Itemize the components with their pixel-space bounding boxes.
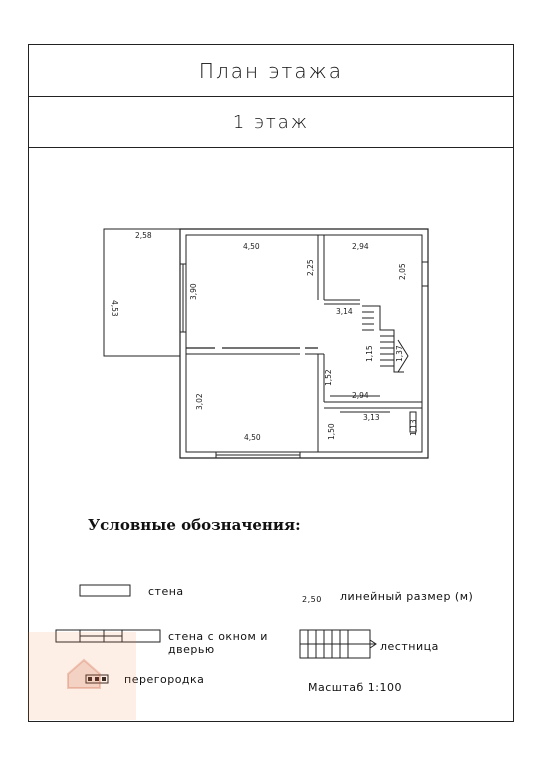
wall-middle-bottom xyxy=(318,354,324,452)
legend-wall-label: стена xyxy=(148,585,184,598)
watermark xyxy=(28,632,136,720)
dim-room1-width: 4,50 xyxy=(243,242,260,251)
wall-middle-top xyxy=(318,235,324,300)
room2-bottom-wall xyxy=(324,300,360,304)
window-right xyxy=(422,262,428,286)
legend-dimension-sample: 2,50 xyxy=(302,595,322,604)
terrace-outline xyxy=(104,229,180,356)
dim-room2-width: 2,94 xyxy=(352,242,369,251)
legend-window-door-label: стена с окном и дверью xyxy=(168,630,268,656)
dim-bath-width: 3,13 xyxy=(363,413,380,422)
legend-stairs-label: лестница xyxy=(380,640,439,653)
house-logo-icon xyxy=(64,652,104,692)
dim-room1-depth: 3,90 xyxy=(189,283,198,300)
dim-bath-depth-right: 1,13 xyxy=(409,419,418,436)
dim-room2-depth-left: 2,25 xyxy=(306,259,315,276)
outer-wall xyxy=(180,229,428,458)
legend-stairs-symbol xyxy=(300,630,376,658)
dim-room3-depth: 3,02 xyxy=(195,393,204,410)
dim-room3-width: 4,50 xyxy=(244,433,261,442)
legend-dimension-label: линейный размер (м) xyxy=(340,590,474,603)
dim-terrace-width: 2,58 xyxy=(135,231,152,240)
legend-title: Условные обозначения: xyxy=(88,516,301,534)
legend-wall-symbol xyxy=(80,585,130,596)
dim-hall-width: 3,14 xyxy=(336,307,353,316)
dim-stair-right: 1,37 xyxy=(395,345,404,362)
dim-room2-depth-right: 2,05 xyxy=(398,263,407,280)
legend-partition-label: перегородка xyxy=(124,673,205,686)
dim-stair-depth: 1,15 xyxy=(365,345,374,362)
bath-top-wall xyxy=(324,402,422,408)
dim-hall-depth: 1,52 xyxy=(324,369,333,386)
dim-bath-depth-left: 1,50 xyxy=(327,423,336,440)
dim-bath-width-top: 2,94 xyxy=(352,391,369,400)
plan-title: План этажа xyxy=(29,45,513,97)
outer-wall-inner xyxy=(186,235,422,452)
dim-terrace-depth: 4,53 xyxy=(110,300,119,317)
floor-title: 1 этаж xyxy=(29,97,513,148)
scale-label: Масштаб 1:100 xyxy=(308,681,402,694)
